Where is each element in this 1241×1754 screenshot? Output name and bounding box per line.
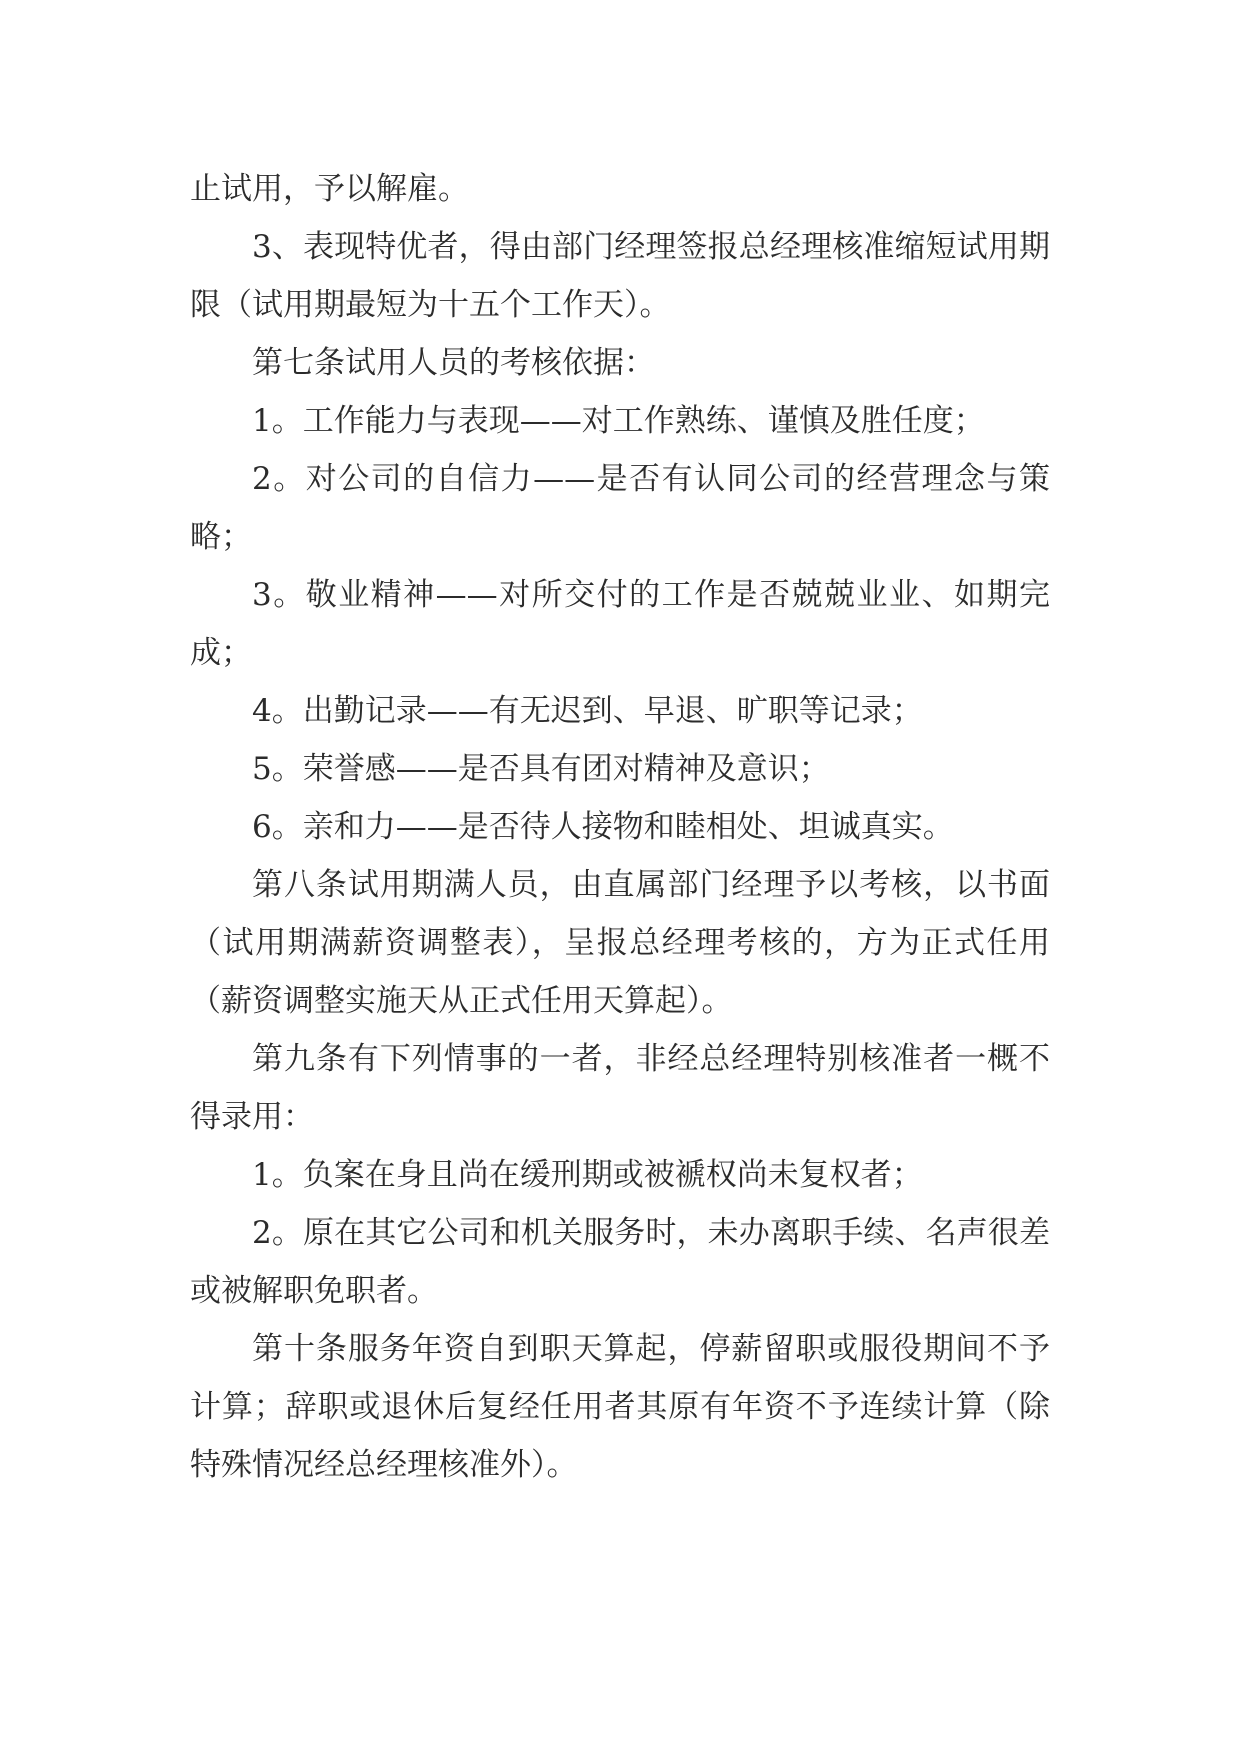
article-10-paragraph: 第十条服务年资自到职天算起，停薪留职或服役期间不予计算；辞职或退休后复经任用者其原有年资不予连续计算（除特殊情况经总经理核准外）。	[190, 1331, 1050, 1483]
list-item: 2。对公司的自信力——是否有认同公司的经营理念与策略；	[190, 461, 1050, 555]
list-item: 1。工作能力与表现——对工作熟练、谨慎及胜任度；	[252, 403, 985, 439]
list-item: 6。亲和力——是否待人接物和睦相处、坦诚真实。	[252, 809, 954, 845]
list-item: 3。敬业精神——对所交付的工作是否兢兢业业、如期完成；	[190, 577, 1050, 671]
list-item: 1。负案在身且尚在缓刑期或被褫权尚未复权者；	[252, 1157, 923, 1193]
paragraph-continuation: 止试用，予以解雇。	[190, 171, 469, 207]
list-item: 5。荣誉感——是否具有团对精神及意识；	[252, 751, 830, 787]
document-body	[190, 160, 1050, 1494]
article-7-heading: 第七条试用人员的考核依据：	[252, 345, 655, 381]
paragraph-item-3-excellent: 3、表现特优者，得由部门经理签报总经理核准缩短试用期限（试用期最短为十五个工作天）。	[190, 229, 1050, 323]
article-9-paragraph: 第九条有下列情事的一者，非经总经理特别核准者一概不得录用：	[190, 1041, 1050, 1135]
article-8-paragraph: 第八条试用期满人员，由直属部门经理予以考核，以书面（试用期满薪资调整表），呈报总经理考核的，方为正式任用（薪资调整实施天从正式任用天算起）。	[190, 867, 1050, 1019]
list-item: 4。出勤记录——有无迟到、早退、旷职等记录；	[252, 693, 923, 729]
list-item: 2。原在其它公司和机关服务时，未办离职手续、名声很差或被解职免职者。	[190, 1215, 1050, 1309]
